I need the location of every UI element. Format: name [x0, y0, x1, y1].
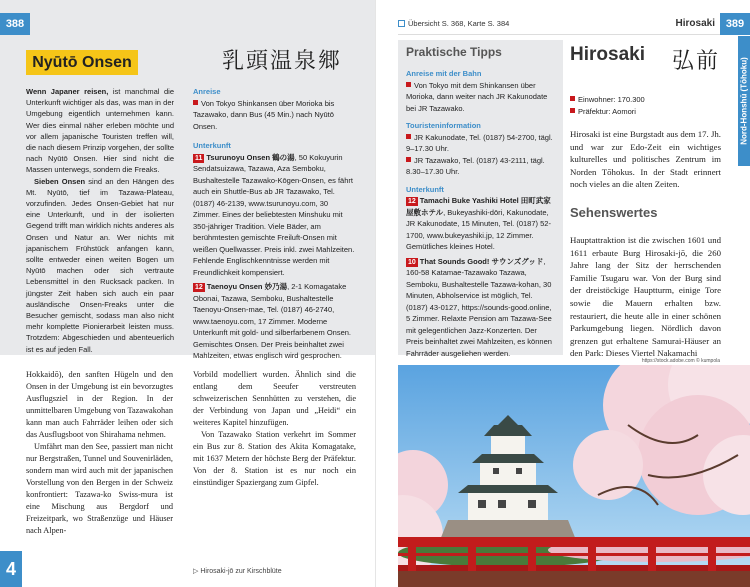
bullet-square-icon — [406, 82, 411, 87]
map-number-badge: 10 — [408, 258, 416, 266]
arrival-text: Von Tokyo Shinkansen über Morioka bis Tazawako, dann Bus (45 Min.) nach Nyūtō Onsen. — [193, 98, 335, 131]
tourist-info: JR Tazawako, Tel. (0187) 43-2111, tägl. 8.30–17.30 Uhr. — [406, 155, 545, 176]
reference-icon — [398, 20, 405, 27]
city-kanji: 弘前 — [671, 49, 720, 74]
right-page — [375, 0, 750, 587]
map-number-badge: 12 — [195, 284, 203, 291]
chapter-number: 4 — [0, 551, 22, 587]
body-column: Vorbild modelliert wurden. Ähnlich sind die entlang dem Seeufer verstreuten schweizerischen Sennhütten zu verstehen, die der Verbindung von Japan und „Heidi“ ein weiteres Kapitel hinzufügen. Von Tazawako Station verkehrt im Sommer ein Bus zur 8. Station des Akita Komagatake, mit 1637 Metern der höchste Berg der Präfektur. Von der 8. Station ist es nur noch ein einstündiger Spaziergang zum Gipfel. — [193, 370, 356, 487]
body-column: Hokkaidō), den sanften Hügeln und den Onsen in der Umgebung ist ein bevorzugtes Ausflugsziel in der Region. In der unmittelbaren Umgebung von Tazawakohan kann man auch Fahrräder leihen oder sich das Ausflugsboot von Shirahama nehmen. Umfährt man den See, passiert man nicht nur Bergstraßen, Tunnel und Souvenirläden, sondern man wird auch mit der japanischen Vorstellung von den Bergen in der Schweiz konfrontiert: Tazawa-ko Swiss-mura ist eine Mischung aus Bergdorf und Freizeitpark, wo Straßenzüge und Häuser nach Alpen- — [26, 370, 173, 535]
section-heading: Unterkunft — [193, 141, 231, 150]
train-text: Von Tokyo mit dem Shinkansen über Morioka, dann weiter nach JR Kakunodate bei JR Tazawako. — [406, 80, 548, 113]
castle-cherry-blossom-photo — [398, 365, 750, 587]
page-title: Nyūtō Onsen — [26, 50, 138, 75]
map-number-badge: 11 — [195, 154, 203, 162]
photo-credit: https://stock.adobe.com © kumpola — [641, 358, 720, 364]
intro-paragraph: Sieben Onsen sind an den Hängen des Mt. Nyūtō, tief im Tazawa-Plateau, vorzufinden. Jedes Onsen-Gebiet hat nur eine Unterkunft, und in der isolierten Gegend trifft man wirklich nichts anderes als Onsen und Natur an. Wer nichts mit japanischem Frühstück anfangen kann, sollte entweder einen weiten Bogen um Nyūtō machen oder sich vertraute Lebensmittel in den Rucksack packen. In jüngster Zeit haben sich auch ein paar ausländische Onsen-Freaks unter die Besucher gemischt, sodass man also nicht mehr komplette Pionierarbeit leisten muss. Trotzdem: Abgeschieden und abenteuerlich ist es auf jeden Fall. — [26, 176, 175, 354]
section-heading: Anreise mit der Bahn — [406, 69, 482, 78]
tourist-info: JR Kakunodate, Tel. (0187) 54-2700, tägl. 9–17.30 Uhr. — [406, 132, 553, 153]
lodging-entry: 12 Taenoyu Onsen 妙乃湯, 2-1 Komagatake Obonai, Tazawa, Semboku, Bushaltestelle Taenoyu-Onsen-mae, Tel. (0187) 46-2740, www.taenoyu.com, 17 Zimmer. Moderne Unterkunft mit gold- und silberfarbenem Onsen. Gemischtes Onsen. Der Preis beinhaltet zwei Mahlzeiten, etwas englisch wird gesprochen. — [193, 282, 351, 360]
bullet-square-icon — [406, 157, 411, 162]
section-heading: Anreise — [193, 87, 221, 96]
intro-text — [26, 86, 174, 355]
city-facts: Einwohner: 170.300 Präfektur: Aomori — [570, 94, 645, 117]
bullet-square-icon — [193, 100, 198, 105]
bullet-square-icon — [570, 108, 575, 113]
section-name: Hirosaki — [675, 18, 715, 29]
page-number-right: 389 — [720, 13, 750, 35]
practical-info — [193, 86, 356, 362]
map-number-badge: 12 — [408, 198, 416, 205]
page-number-left: 388 — [0, 13, 30, 35]
city-heading: Hirosaki — [570, 44, 645, 65]
lodging-entry: 10 That Sounds Good! サウンズグッド, 160-58 Katamae-Tazawako Tazawa, Semboku, Bushaltestelle Tazawa-kohan, 30 Minuten, Abholservice ist möglich, Tel. (0187) 43-0127, https://sounds-good.online, 5 Zimmer. Relaxte Pension am Tazawa-See mit gelegentlichen Jazz-Konzerten. Der Preis beinhaltet zwei Mahlzeiten, es können Fahrräder ausgeliehen werden. — [406, 256, 552, 358]
sights-text: Hauptattraktion ist die zwischen 1601 und 1611 erbaute Burg Hirosaki-jō, die 260 Jahre lang der Sitz der herrschenden Familie Tsugaru war. Von der Burg sind der dreistöckige Hauptturm, einige Tore sowie die Mauern erhalten bzw. restauriert, die heute alle in einer schönen Parkumgebung liegen. Nördlich davon grenzen gut erhaltene Samurai-Häuser an den Park: Dieses Viertel Nakamachi — [570, 235, 721, 359]
lodging-entry: 12 Tamachi Buke Yashiki Hotel 田町武家屋敷ホテル, Bukeyashiki-dōri, Kakunodate, JR Kakunodate, 15 Minuten, Tel. (0187) 52-1700, www.bukeyashiki.jp, 12 Zimmer. Gemütliches kleines Hotel. — [406, 196, 551, 251]
cross-reference: Übersicht S. 368, Karte S. 384 — [408, 19, 510, 28]
practical-tips — [406, 68, 556, 359]
title-kanji: 乳頭温泉郷 — [222, 49, 343, 74]
bullet-square-icon — [406, 134, 411, 139]
intro-paragraph: Wenn Japaner reisen, ist manchmal die Unterkunft wichtiger als das, was man in der Umgebung eigentlich unternehmen kann. Wer dies einmal näher erleben möchte und vor allem japanische Touristen treffen will, die nach diesem Prinzip vorgehen, der sollte nach Nyūtō Onsen. Hier sind nicht die Massen unterwegs, sondern die Freaks. — [26, 87, 174, 175]
sights-heading: Sehenswertes — [570, 205, 658, 220]
caption-arrow-icon: ▷ — [193, 568, 201, 575]
section-heading: Unterkunft — [406, 184, 444, 194]
lodging-entry: 11 Tsurunoyu Onsen 鶴の湯, 50 Kokuyurin Sendatsuizawa, Tazawa, Aza Semboku, Bushaltestelle Tazawako-Kōgen-Onsen, es fährt auch ein Shuttle-Bus ab JR Tazawako, Tel. (0187) 46-2139, www.tsurunoyu.com, 30 Zimmer. Eines der beliebtesten Minshuku mit 350-jähriger Tradition. Viele Bäder, am berühmtesten gemischte Freiluft-Onsen mit weißen Quellwasser. Preis inkl. zwei Mahlzeiten. Fehlende Englischkenntnisse werden mit Freundlichkeit kompensiert. — [193, 152, 355, 277]
photo-illustration — [398, 365, 750, 587]
running-header — [398, 13, 721, 35]
photo-caption: ▷ Hirosaki-jō zur Kirschblüte — [193, 568, 282, 575]
region-side-tab: Nord-Honshū (Tōhoku) — [738, 36, 750, 166]
city-intro-text: Hirosaki ist eine Burgstadt aus dem 17. Jh. und war zur Edo-Zeit ein wichtiges kulturelles und politisches Zentrum im Norden Tōhokus. In der Stadt erinnert noch vieles an die alten Zeiten. — [570, 129, 721, 190]
bullet-square-icon — [570, 96, 575, 101]
section-heading: Touristeninformation — [406, 121, 481, 130]
tips-title: Praktische Tipps — [406, 45, 502, 59]
